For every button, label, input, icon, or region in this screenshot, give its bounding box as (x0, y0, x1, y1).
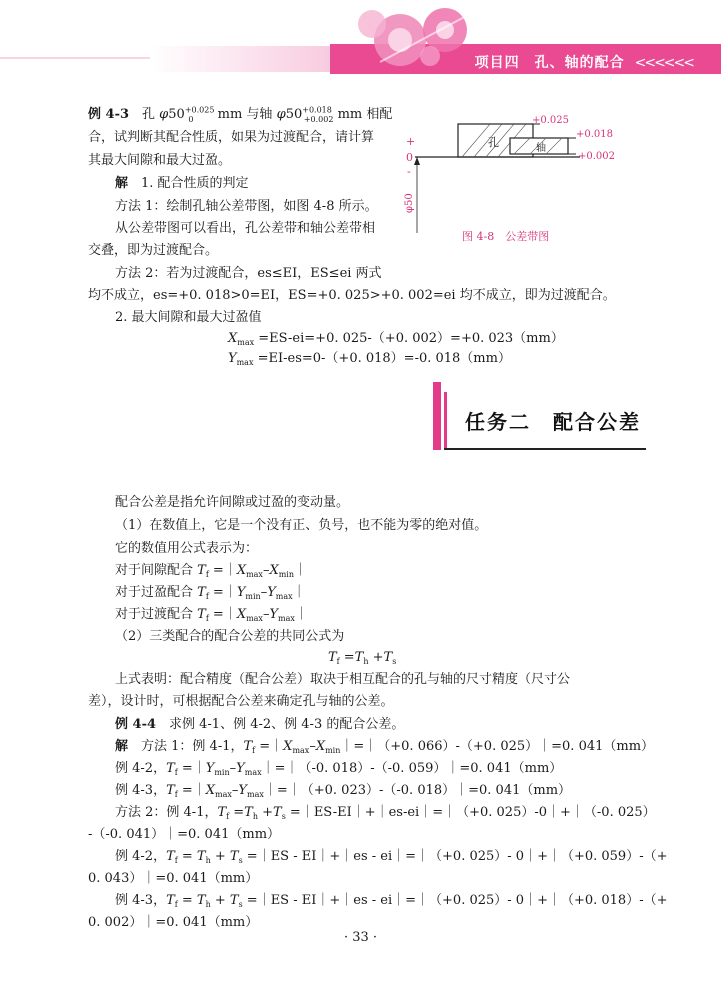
example-4-3-line-2: 合，试判断其配合性质，如果为过渡配合，请计算 (88, 130, 375, 145)
method-2-example-4-1-line-1: 方法 2：例 4-1，$T_f =T_h +T_s$ =｜ES-EI｜+｜es-ei｜=｜（+0. 025）-0｜+｜（-0. 025） (115, 805, 656, 821)
shaft-label: 轴 (536, 143, 546, 154)
method-2-line-1: 方法 2：若为过渡配合，es≤EI，ES≤ei 两式 (115, 266, 382, 281)
chapter-header (475, 52, 693, 72)
task-title: 任务二 配合公差 (465, 410, 641, 434)
zero-line-label: 0 (406, 151, 413, 164)
interference-fit-formula: 对于过盈配合 $T_f$ $=|Y_{min}-Y_{max}|$ (115, 585, 306, 601)
chapter-title: 项目四 孔、轴的配合 (474, 55, 625, 71)
clearance-fit-formula: 对于间隙配合 $T_f$ $=|X_{max}-X_{min}|$ (115, 563, 308, 579)
method-1-example-4-2: 例 4-2，$T_f$ $=|Y_{min}-Y_{max}|=|(-0$. 018）-（-0. 059）｜=0. 041（mm） (115, 761, 563, 777)
figure-caption: 图 4-8 公差带图 (462, 230, 550, 243)
example-4-3-line-1: 例 4-3 孔 $\varphi 50^{+0.025}_0$ mm 与轴 $\varphi 50^{+0.018}_{+0.002}$ mm 相配 (88, 105, 393, 124)
method-1-example-4-1: 解 方法 1：例 4-1，$T_f$ $=|X_{max}-X_{min}|=|(+0$. 066）-（+0. 025）｜=0. 041（mm） (115, 739, 655, 755)
minus-sign: - (407, 165, 411, 178)
formula-xmax: $X_{max} =ES-ei=+0$. 025-（+0. 002）=+0. 023（mm） (228, 331, 564, 347)
point-2-line: （2）三类配合的配合公差的共同公式为 (115, 629, 345, 644)
conclusion-line-1: 上式表明：配合精度（配合公差）取决于相互配合的孔与轴的尺寸精度（尺寸公 (115, 672, 571, 687)
plus-sign: + (406, 135, 416, 148)
method-1-line-2: 从公差带图可以看出，孔公差带和轴公差带相 (115, 221, 376, 236)
method-2-example-4-3-line-2: 0. 002）｜=0. 041（mm） (88, 915, 259, 930)
solution-step-2: 2. 最大间隙和最大过盈值 (115, 310, 262, 325)
chevron-decoration-icon: <<<<<< (634, 55, 693, 71)
definition-line: 配合公差是指允许间隙或过盈的变动量。 (115, 495, 350, 510)
method-1-line-1: 方法 1：绘制孔轴公差带图，如图 4-8 所示。 (115, 199, 378, 214)
es-label: +0.025 (532, 115, 570, 126)
method-2-line-2: 均不成立，es=+0. 018>0=EI，ES=+0. 025>+0. 002=ei 均不成立，即为过渡配合。 (88, 288, 616, 303)
method-2-example-4-2-line-1: 例 4-2，$T_f = T_h + T_s$ =｜ES - EI｜+｜es - ei｜=｜（+0. 025）- 0｜+｜（+0. 059）-（+ (115, 849, 668, 865)
es-shaft-label: +0.018 (576, 129, 614, 140)
method-1-line-3: 交叠，即为过渡配合。 (88, 243, 219, 258)
point-1-line: （1）在数值上，它是一个没有正、负号，也不能为零的绝对值。 (115, 518, 488, 533)
formula-intro-line: 它的数值用公式表示为： (115, 541, 259, 556)
common-formula: $T_f =T_h +T_s$ (328, 650, 397, 666)
example-4-3-line-3: 其最大间隙和最大过盈。 (88, 153, 232, 168)
method-2-example-4-2-line-2: 0. 043）｜=0. 041（mm） (88, 871, 259, 886)
page-number: · 33 · (343, 930, 378, 945)
conclusion-line-2: 差），设计时，可根据配合公差来确定孔与轴的公差。 (88, 694, 394, 709)
formula-ymax: $Y_{max} =EI-es=0-(+0$. 018）=-0. 018（mm） (228, 351, 511, 367)
transition-fit-formula: 对于过渡配合 $T_f$ $=|X_{max}-Y_{max}|$ (115, 607, 308, 623)
example-4-4-line: 例 4-4 求例 4-1、例 4-2、例 4-3 的配合公差。 (115, 717, 405, 732)
diameter-label: φ50 (404, 193, 415, 213)
method-1-example-4-3: 例 4-3，$T_f$ $=|X_{max}-Y_{max}|=|(+0$. 023）-（-0. 018）｜=0. 041（mm） (115, 783, 572, 799)
method-2-example-4-3-line-1: 例 4-3，$T_f = T_h + T_s$ =｜ES - EI｜+｜es - ei｜=｜（+0. 025）- 0｜+｜（+0. 018）-（+ (115, 893, 668, 909)
method-2-example-4-1-line-2: -（-0. 041）｜=0. 041（mm） (88, 827, 281, 842)
solution-step-1: 解 1. 配合性质的判定 (115, 176, 249, 191)
ei-shaft-label: +0.002 (578, 151, 616, 162)
hole-label: 孔 (488, 136, 499, 149)
